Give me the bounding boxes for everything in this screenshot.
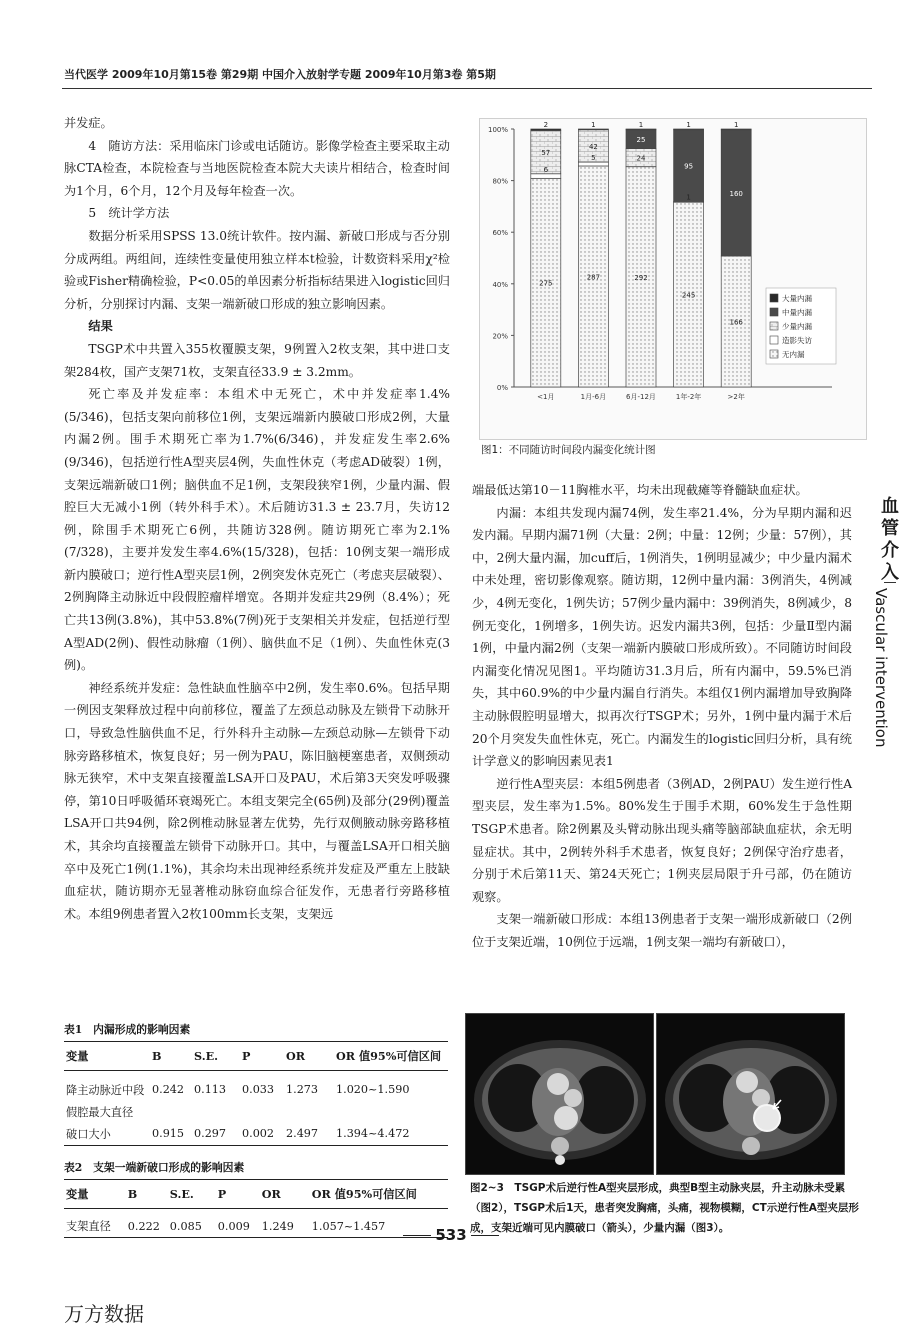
legend-label: 大量内漏 — [782, 294, 812, 303]
data-label: 275 — [539, 279, 553, 288]
figure-1-caption: 图1：不同随访时间段内漏变化统计图 — [481, 444, 656, 456]
table-header: OR — [284, 1042, 334, 1071]
table-header: OR 值95%可信区间 — [334, 1042, 448, 1071]
data-label: 1 — [686, 193, 691, 202]
table-header: S.E. — [192, 1042, 240, 1071]
paragraph: 死亡率及并发症率：本组术中无死亡，术中并发症率1.4%(5/346)，包括支架向前移位1例，支架远端新内膜破口形成2例，大量内漏2例。围手术期死亡率为1.7%(6/346)，并发症发生率2.6%(9/346)，包括逆行性A型夹层4例，失血性休克（考虑AD破裂）1例，支架远端新破口1例；脑供血不足1例，支架段狭窄1例，少量内漏、假腔巨大无减小1例（转外科手术）。术后随访31.3 ± 23.7月，失访12例，除围手术期死亡6例，共随访328例。随访期死亡率为2.1%(7/328)，主要并发发生率4.6%(15/328)，包括：10例支架一端形成新内膜破口；逆行性A型夹层1例，2例突发休克死亡（考虑夹层破裂）、2例胸降主动脉近中段假腔瘤样增宽。各期并发症共29例（8.4%）；死亡共13例(3.8%)，其中53.8%(7例)死于支架相关并发症，包括逆行型A型AD(2例)、假性动脉瘤（1例）、脑供血不足（1例）、失血性休克(3例)。 — [64, 387, 450, 673]
table-row — [64, 1215, 448, 1238]
data-label: 287 — [586, 273, 601, 282]
data-label: 95 — [684, 162, 694, 171]
x-tick-label: 6月-12月 — [626, 393, 656, 401]
legend-label: 少量内漏 — [782, 322, 812, 331]
table-2 — [64, 1160, 448, 1238]
x-tick-label: 1月-6月 — [580, 393, 607, 401]
ct-image-figure-2 — [465, 1013, 654, 1175]
table-header: 变量 — [64, 1042, 150, 1071]
paragraph: 端最低达第10－11胸椎水平，均未出现截瘫等脊髓缺血症状。 — [472, 483, 808, 497]
legend-label: 无内漏 — [782, 350, 805, 359]
data-label: 245 — [681, 291, 696, 300]
bar-segment — [578, 162, 608, 166]
data-label: 292 — [634, 273, 648, 282]
legend-swatch — [770, 336, 778, 344]
y-tick-label: 20% — [492, 332, 508, 341]
data-label: 5 — [591, 154, 596, 163]
data-label: 24 — [636, 154, 646, 163]
page-number-dash-right — [471, 1235, 499, 1236]
journal-header: 当代医学 2009年10月第15卷 第29期 中国介入放射学专题 2009年10月第3卷 第5期 — [64, 68, 496, 81]
side-tab-chinese: 血管介入 — [881, 496, 899, 583]
data-label: 1 — [591, 121, 596, 129]
table-cell: 1.020~1.590 — [336, 1083, 410, 1096]
stacked-bar-chart — [480, 119, 866, 439]
x-tick-label: >2年 — [727, 393, 745, 401]
paragraph: 结果 — [88, 319, 113, 334]
table-cell: 支架直径 — [64, 1215, 126, 1238]
bar-segment — [531, 129, 561, 131]
table-1 — [64, 1022, 448, 1146]
page-number-dash-left — [403, 1235, 431, 1236]
table-cell: 0.222 — [126, 1215, 168, 1238]
legend-swatch — [770, 322, 778, 330]
table-cell: 假腔最大直径 — [66, 1105, 134, 1119]
ct-scan-graphic — [466, 1014, 653, 1174]
paragraph: 内漏：本组共发现内漏74例，发生率21.4%，分为早期内漏和迟发内漏。早期内漏71例（大量：2例；中量：12例；少量：57例），其中，2例大量内漏，加cuff后，1例消失，1例明显减少；中少量内漏术中未处理，密切影像观察。随访期，12例中量内漏：3例消失，4例减少，4例无变化，1例失访；57例少量内漏中：39例消失，8例减少，8例无变化，1例增多，1例失访。迟发内漏共3例，包括：少量Ⅱ型内漏1例，中量内漏2例（支架一端新内膜破口形成所致）。不同随访时间段内漏变化情况见图1。平均随访31.3月后，所有内漏中，59.5%已消失，其中60.9%的中少量内漏自行消失。本组仅1例内漏增加导致胸降主动脉假腔明显增大，拟再次行TSGP术；另外，1例中量内漏于术后20个月突发失血性休克，死亡。内漏发生的logistic回归分析，具有统计学意义的影响因素见表1 — [472, 505, 852, 769]
legend-swatch — [770, 294, 778, 302]
table-cell: 0.009 — [216, 1215, 260, 1238]
data-label: 160 — [729, 189, 743, 198]
table-2-header-row — [64, 1180, 448, 1209]
paragraph: 逆行性A型夹层：本组5例患者（3例AD，2例PAU）发生逆行性A型夹层，发生率为1.5%。80%发生于围手术期，60%发生于急性期TSGP术患者。除2例累及头臂动脉出现头痛等脑部缺血症状，余无明显症状。其中，2例转外科手术患者，恢复良好；2例保守治疗患者，分别于术后第11天、第24天死亡；1例夹层局限于升弓部，仍在随访观察。 — [472, 776, 852, 904]
table-row — [64, 1123, 448, 1146]
paragraph: 支架一端新破口形成：本组13例患者于支架一端形成新破口（2例位于支架近端，10例位于远端，1例支架一端均有新破口）， — [472, 912, 852, 949]
table-header: B — [150, 1042, 192, 1071]
table-1-caption: 表1 内漏形成的影响因素 — [64, 1023, 191, 1036]
table-cell: 0.242 — [152, 1083, 185, 1096]
page-number — [396, 1226, 506, 1244]
x-tick-label: 1年-2年 — [675, 393, 702, 401]
data-label: 42 — [588, 142, 598, 151]
ct-figure-caption: 图2~3 TSGP术后逆行性A型夹层形成，典型B型主动脉夹层，升主动脉未受累（图2），TSGP术后1天，患者突发胸痛，头痛，视物模糊，CT示逆行性A型夹层形成，支架近端可见内膜破口（箭头），少量内漏（图3）。 — [470, 1182, 859, 1234]
watermark: 万方数据 — [64, 1302, 144, 1326]
table-cell: 0.915 — [150, 1123, 192, 1146]
section-side-tab — [872, 496, 910, 756]
paragraph: 神经系统并发症：急性缺血性脑卒中2例，发生率0.6%。包括早期一例因支架释放过程中向前移位，覆盖了左颈总动脉及左锁骨下动脉开口，导致急性脑供血不足，行外科升主动脉—左颈总动脉—左锁骨下动脉旁路移植术，恢复良好；另一例为PAU，陈旧脑梗塞患者，双侧颈动脉无狭窄，术中支架直接覆盖LSA开口及PAU，术后第3天突发呼吸骤停，第10日呼吸循环衰竭死亡。本组支架完全(65例)及部分(29例)覆盖LSA开口共94例，除2例椎动脉显著左优势，先行双侧腋动脉旁路移植术，其余均直接覆盖左锁骨下动脉开口。其中，与覆盖LSA开口相关脑卒中及死亡1例(1.1%)，其余均未出现神经系统并发症及严重左上肢缺血症状，随访期亦无显著椎动脉窃血综合征发作，无患者行旁路移植术。本组9例患者置入2枚100mm长支架，支架远 — [64, 680, 450, 921]
left-column — [64, 112, 450, 925]
table-header: S.E. — [168, 1180, 216, 1209]
page-number-text: 533 — [435, 1226, 467, 1244]
bar-segment — [626, 129, 656, 130]
table-cell: 1.057~1.457 — [310, 1215, 448, 1238]
legend-swatch — [770, 308, 778, 316]
ct-scan-graphic — [657, 1014, 844, 1174]
data-label: 6 — [543, 165, 549, 174]
table-row — [64, 1079, 448, 1101]
figure-1 — [479, 118, 867, 440]
paragraph: 4 随访方法：采用临床门诊或电话随访。影像学检查主要采取主动脉CTA检查，本院检查与当地医院检查本院大夫读片相结合，检查时间为1个月，6个月，12个月及每年检查一次。 — [64, 138, 450, 198]
table-cell: 2.497 — [284, 1123, 334, 1146]
table-1-grid — [64, 1041, 448, 1146]
table-1-header-row — [64, 1042, 448, 1071]
table-cell: 0.085 — [168, 1215, 216, 1238]
data-label: 2 — [543, 121, 549, 129]
table-cell: 0.113 — [194, 1083, 227, 1096]
table-cell: 0.002 — [240, 1123, 284, 1146]
table-cell: 破口大小 — [64, 1123, 150, 1146]
data-label: 57 — [541, 149, 551, 158]
table-header: OR — [260, 1180, 310, 1209]
table-cell: 1.394~4.472 — [334, 1123, 448, 1146]
table-header: B — [126, 1180, 168, 1209]
bar-segment — [578, 129, 608, 130]
table-cell: 降主动脉近中段 — [66, 1083, 145, 1097]
table-cell: 1.249 — [260, 1215, 310, 1238]
side-tab-english: Vascular intervention — [872, 588, 890, 748]
table-2-caption: 表2 支架一端新破口形成的影响因素 — [64, 1161, 245, 1174]
y-tick-label: 40% — [492, 280, 508, 289]
header-rule — [62, 88, 872, 89]
table-header: OR 值95%可信区间 — [310, 1180, 448, 1209]
y-tick-label: 80% — [492, 177, 508, 186]
x-tick-label: <1月 — [537, 393, 555, 401]
table-cell: 1.273 — [286, 1083, 319, 1096]
bar-segment — [721, 129, 751, 130]
data-label: 1 — [638, 121, 644, 129]
y-tick-label: 60% — [492, 229, 508, 238]
paragraph: 5 统计学方法 — [88, 206, 170, 221]
data-label: 1 — [686, 121, 691, 129]
table-header: P — [216, 1180, 260, 1209]
y-tick-label: 0% — [496, 384, 508, 392]
table-row — [64, 1101, 448, 1123]
table-header: P — [240, 1042, 284, 1071]
legend-label: 中量内漏 — [782, 308, 812, 317]
data-label: 1 — [733, 121, 739, 129]
legend-swatch — [770, 350, 778, 358]
right-column — [472, 479, 852, 953]
y-tick-label: 100% — [487, 126, 508, 134]
ct-image-figure-3 — [656, 1013, 845, 1175]
paragraph: 并发症。 — [64, 116, 113, 130]
table-cell: 0.297 — [192, 1123, 240, 1146]
legend-label: 造影失访 — [782, 336, 812, 345]
table-cell: 0.033 — [242, 1083, 275, 1096]
data-label: 25 — [636, 136, 646, 145]
bar-segment — [531, 174, 561, 179]
paragraph: 数据分析采用SPSS 13.0统计软件。按内漏、新破口形成与否分别分成两组。两组间，连续性变量使用独立样本t检验，计数资料采用χ²检验或Fisher精确检验，P<0.05的单因素分析指标结果进入logistic回归分析，分别探讨内漏、支架一端新破口形成的独立影响因素。 — [64, 228, 450, 311]
side-tab-divider — [884, 582, 896, 583]
data-label: 166 — [729, 318, 743, 327]
table-2-grid — [64, 1179, 448, 1238]
paragraph: TSGP术中共置入355枚覆膜支架，9例置入2枚支架，其中进口支架284枚，国产支架71枚，支架直径33.9 ± 3.2mm。 — [64, 341, 450, 379]
table-header: 变量 — [64, 1180, 126, 1209]
bar-segment — [674, 129, 704, 130]
